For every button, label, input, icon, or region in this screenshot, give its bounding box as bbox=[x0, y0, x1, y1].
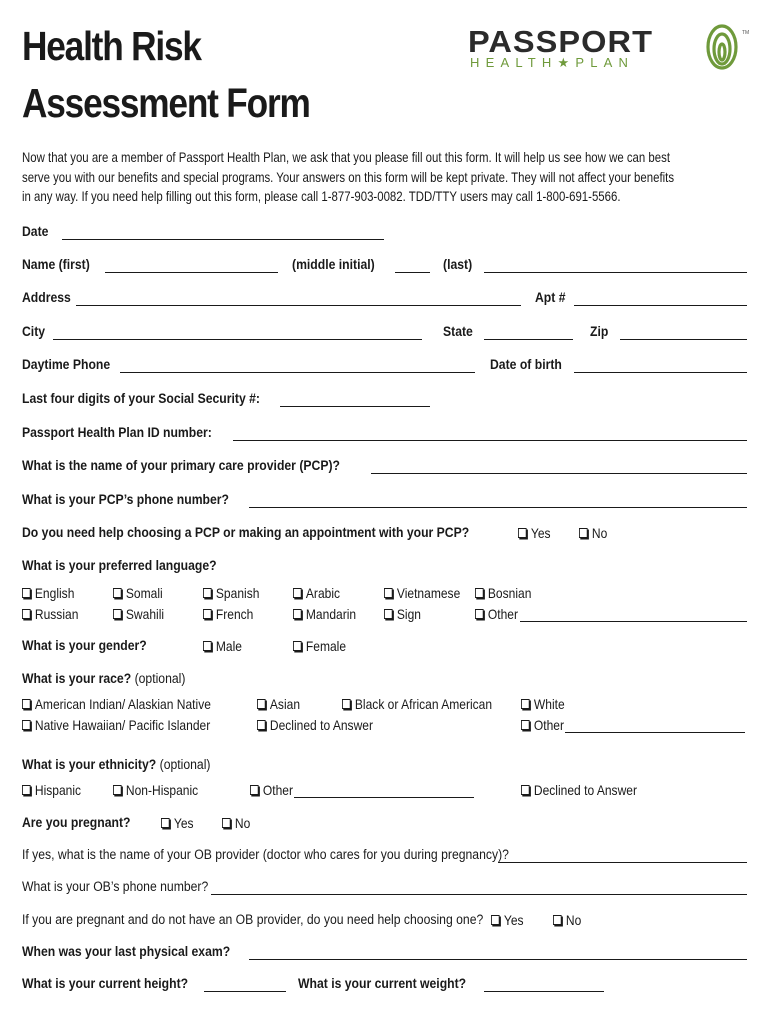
middle-initial-field[interactable] bbox=[395, 272, 430, 273]
weight-field[interactable] bbox=[484, 991, 604, 992]
checkbox-icon[interactable] bbox=[113, 588, 122, 598]
ethnicity-option-declined[interactable] bbox=[521, 782, 637, 798]
checkbox-icon[interactable] bbox=[161, 818, 170, 828]
checkbox-icon[interactable] bbox=[257, 699, 266, 709]
race-option-declined[interactable] bbox=[257, 717, 373, 733]
apt-field[interactable] bbox=[574, 305, 747, 306]
height-field[interactable] bbox=[204, 991, 286, 992]
passport-health-plan-logo bbox=[466, 22, 748, 74]
dob-label: Date of birth bbox=[490, 357, 562, 373]
ethnicity-question-text: What is your ethnicity? bbox=[22, 757, 157, 773]
checkbox-icon[interactable] bbox=[22, 609, 31, 619]
race-question bbox=[22, 671, 185, 687]
race-option-native-hawaiian[interactable] bbox=[22, 717, 210, 733]
checkbox-icon[interactable] bbox=[293, 641, 302, 651]
pcp-name-label: What is the name of your primary care provider (PCP)? bbox=[22, 458, 340, 474]
option-label: Non-Hispanic bbox=[125, 782, 199, 798]
pregnant-question: Are you pregnant? bbox=[22, 815, 131, 831]
ethnicity-option-other[interactable] bbox=[250, 782, 293, 798]
ob-help-question: If you are pregnant and do not have an OB provider, do you need help choosing one? bbox=[22, 912, 484, 928]
option-label: English bbox=[34, 585, 75, 601]
checkbox-icon[interactable] bbox=[475, 588, 484, 598]
state-label: State bbox=[443, 324, 473, 340]
checkbox-icon[interactable] bbox=[203, 588, 212, 598]
language-other-field[interactable] bbox=[520, 621, 747, 622]
checkbox-icon[interactable] bbox=[342, 699, 351, 709]
option-label: Arabic bbox=[305, 585, 341, 601]
last-physical-field[interactable] bbox=[249, 959, 747, 960]
option-label: No bbox=[565, 912, 582, 928]
language-option-somali[interactable] bbox=[113, 585, 163, 601]
language-option-arabic[interactable] bbox=[293, 585, 340, 601]
city-label: City bbox=[22, 324, 46, 340]
leaf-emblem-icon bbox=[704, 22, 740, 72]
option-label: Other bbox=[262, 782, 294, 798]
option-label: Spanish bbox=[215, 585, 260, 601]
checkbox-icon[interactable] bbox=[475, 609, 484, 619]
option-label: Hispanic bbox=[34, 782, 82, 798]
checkbox-icon[interactable] bbox=[203, 609, 212, 619]
option-label: Somali bbox=[125, 585, 163, 601]
state-field[interactable] bbox=[484, 339, 573, 340]
daytime-phone-field[interactable] bbox=[120, 372, 475, 373]
address-label: Address bbox=[22, 290, 71, 306]
checkbox-icon[interactable] bbox=[521, 699, 530, 709]
option-label: Other bbox=[487, 606, 519, 622]
option-label: White bbox=[533, 696, 565, 712]
checkbox-icon[interactable] bbox=[293, 588, 302, 598]
gender-option-female[interactable] bbox=[293, 638, 346, 654]
checkbox-icon[interactable] bbox=[553, 915, 562, 925]
gender-option-male[interactable] bbox=[203, 638, 242, 654]
option-label: American Indian/ Alaskian Native bbox=[34, 696, 211, 712]
checkbox-icon[interactable] bbox=[384, 588, 393, 598]
last-name-label: (last) bbox=[443, 257, 473, 273]
title-line-2: Assessment Form bbox=[22, 80, 310, 126]
ob-phone-label: What is your OB’s phone number? bbox=[22, 879, 209, 895]
checkbox-icon[interactable] bbox=[22, 699, 31, 709]
race-option-asian[interactable] bbox=[257, 696, 300, 712]
checkbox-icon[interactable] bbox=[22, 720, 31, 730]
ssn-field[interactable] bbox=[280, 406, 430, 407]
plan-id-field[interactable] bbox=[233, 440, 747, 441]
race-question-text: What is your race? bbox=[22, 671, 132, 687]
logo-trademark: TM bbox=[742, 30, 750, 36]
plan-id-label: Passport Health Plan ID number: bbox=[22, 425, 212, 441]
checkbox-icon[interactable] bbox=[579, 528, 588, 538]
daytime-phone-label: Daytime Phone bbox=[22, 357, 111, 373]
pcp-phone-label: What is your PCP’s phone number? bbox=[22, 492, 229, 508]
race-optional-note: (optional) bbox=[134, 671, 186, 687]
option-label: Declined to Answer bbox=[269, 717, 373, 733]
pcp-help-question: Do you need help choosing a PCP or making an appointment with your PCP? bbox=[22, 525, 470, 541]
option-label: Russian bbox=[34, 606, 79, 622]
language-option-other[interactable] bbox=[475, 606, 518, 622]
checkbox-icon[interactable] bbox=[113, 785, 122, 795]
language-option-mandarin[interactable] bbox=[293, 606, 356, 622]
ob-provider-field[interactable] bbox=[498, 862, 747, 863]
checkbox-icon[interactable] bbox=[113, 609, 122, 619]
ssn-label: Last four digits of your Social Security #: bbox=[22, 391, 260, 407]
checkbox-icon[interactable] bbox=[222, 818, 231, 828]
option-label: Female bbox=[305, 638, 347, 654]
weight-label: What is your current weight? bbox=[298, 976, 467, 992]
intro-paragraph: Now that you are a member of Passport Health Plan, we ask that you please fill out this form. It will help us see how we can best serve you with our benefits and special programs. Your answers on this form will be kept private. They will not affect your benefits in any way. If you need help filling out this form, please call 1-877-903-0082. TDD/TTY users may call 1-800-691-5566. bbox=[22, 150, 675, 204]
option-label: Yes bbox=[173, 815, 194, 831]
pregnant-option-no[interactable] bbox=[222, 815, 250, 831]
option-label: No bbox=[234, 815, 251, 831]
dob-field[interactable] bbox=[574, 372, 747, 373]
option-label: Other bbox=[533, 717, 565, 733]
address-field[interactable] bbox=[76, 305, 521, 306]
page-title bbox=[22, 18, 366, 132]
ethnicity-option-hispanic[interactable] bbox=[22, 782, 81, 798]
checkbox-icon[interactable] bbox=[257, 720, 266, 730]
checkbox-icon[interactable] bbox=[22, 588, 31, 598]
option-label: Black or African American bbox=[354, 696, 493, 712]
middle-initial-label: (middle initial) bbox=[292, 257, 375, 273]
zip-field[interactable] bbox=[620, 339, 747, 340]
option-label: Swahili bbox=[125, 606, 165, 622]
date-label: Date bbox=[22, 224, 49, 240]
option-label: Yes bbox=[503, 912, 524, 928]
language-option-french[interactable] bbox=[203, 606, 253, 622]
race-option-other[interactable] bbox=[521, 717, 564, 733]
race-option-american-indian[interactable] bbox=[22, 696, 211, 712]
option-label: No bbox=[591, 525, 608, 541]
language-option-russian[interactable] bbox=[22, 606, 78, 622]
city-field[interactable] bbox=[53, 339, 422, 340]
language-option-swahili[interactable] bbox=[113, 606, 164, 622]
language-option-vietnamese[interactable] bbox=[384, 585, 460, 601]
checkbox-icon[interactable] bbox=[250, 785, 259, 795]
zip-label: Zip bbox=[590, 324, 609, 340]
ob-help-no-option[interactable] bbox=[553, 912, 581, 928]
checkbox-icon[interactable] bbox=[518, 528, 527, 538]
race-other-field[interactable] bbox=[565, 732, 745, 733]
option-label: Native Hawaiian/ Pacific Islander bbox=[34, 717, 211, 733]
ethnicity-option-non-hispanic[interactable] bbox=[113, 782, 198, 798]
checkbox-icon[interactable] bbox=[293, 609, 302, 619]
first-name-label: Name (first) bbox=[22, 257, 90, 273]
race-option-white[interactable] bbox=[521, 696, 565, 712]
checkbox-icon[interactable] bbox=[203, 641, 212, 651]
option-label: Declined to Answer bbox=[533, 782, 637, 798]
logo-wordmark: PASSPORT bbox=[468, 24, 654, 59]
option-label: Vietnamese bbox=[396, 585, 461, 601]
ethnicity-question bbox=[22, 757, 211, 773]
last-physical-label: When was your last physical exam? bbox=[22, 944, 231, 960]
option-label: Asian bbox=[269, 696, 301, 712]
ob-help-yes-option[interactable] bbox=[491, 912, 524, 928]
language-option-spanish[interactable] bbox=[203, 585, 259, 601]
language-option-bosnian[interactable] bbox=[475, 585, 531, 601]
pregnant-option-yes[interactable] bbox=[161, 815, 194, 831]
gender-question: What is your gender? bbox=[22, 638, 147, 654]
checkbox-icon[interactable] bbox=[22, 785, 31, 795]
option-label: French bbox=[215, 606, 254, 622]
language-option-sign[interactable] bbox=[384, 606, 421, 622]
option-label: Mandarin bbox=[305, 606, 357, 622]
option-label: Bosnian bbox=[487, 585, 532, 601]
apt-label: Apt # bbox=[535, 290, 566, 306]
logo-subtitle: HEALTH★PLAN bbox=[470, 55, 635, 70]
date-field[interactable] bbox=[62, 239, 384, 240]
language-question: What is your preferred language? bbox=[22, 558, 217, 574]
checkbox-icon[interactable] bbox=[521, 720, 530, 730]
checkbox-icon[interactable] bbox=[521, 785, 530, 795]
option-label: Yes bbox=[530, 525, 551, 541]
title-line-1: Health Risk bbox=[22, 23, 201, 69]
ethnicity-other-field[interactable] bbox=[294, 797, 474, 798]
option-label: Sign bbox=[396, 606, 422, 622]
first-name-field[interactable] bbox=[105, 272, 278, 273]
ethnicity-optional-note: (optional) bbox=[159, 757, 211, 773]
checkbox-icon[interactable] bbox=[491, 915, 500, 925]
pcp-help-yes-option[interactable] bbox=[518, 525, 551, 541]
checkbox-icon[interactable] bbox=[384, 609, 393, 619]
language-option-english[interactable] bbox=[22, 585, 74, 601]
option-label: Male bbox=[215, 638, 243, 654]
height-label: What is your current height? bbox=[22, 976, 189, 992]
ob-phone-field[interactable] bbox=[211, 894, 747, 895]
pcp-name-field[interactable] bbox=[371, 473, 747, 474]
pcp-help-no-option[interactable] bbox=[579, 525, 607, 541]
race-option-black[interactable] bbox=[342, 696, 492, 712]
ob-provider-label: If yes, what is the name of your OB provider (doctor who cares for you during pregnancy)? bbox=[22, 847, 509, 863]
last-name-field[interactable] bbox=[484, 272, 747, 273]
pcp-phone-field[interactable] bbox=[249, 507, 747, 508]
